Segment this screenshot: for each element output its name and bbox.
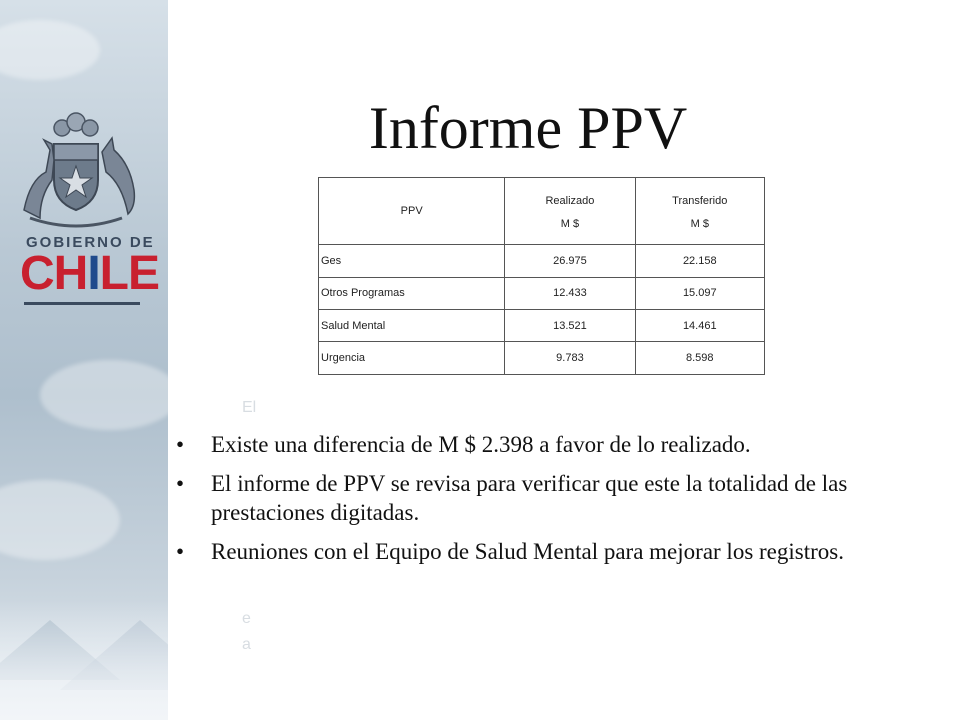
row-label: Ges [319, 245, 505, 277]
table-row [319, 342, 765, 375]
chile-wordmark [20, 246, 159, 301]
header-transferido-label: Transferido [672, 195, 728, 207]
ppv-table [318, 177, 765, 375]
row-transferido: 8.598 [635, 342, 764, 375]
cloud-decoration [0, 20, 100, 80]
chile-wordmark-blue-part: I [87, 247, 100, 300]
chile-wordmark-red-part-2: LE [99, 247, 160, 300]
row-label: Urgencia [319, 342, 505, 375]
header-transferido-unit: M $ [690, 218, 709, 230]
list-item [176, 430, 856, 459]
row-transferido: 14.461 [635, 309, 764, 341]
row-label: Salud Mental [319, 309, 505, 341]
sidebar-background [0, 0, 168, 720]
snow-decoration [0, 600, 168, 720]
cloud-decoration [40, 360, 168, 430]
header-cell-realizado [505, 178, 635, 245]
header-cell-transferido [635, 178, 764, 245]
list-item [176, 537, 856, 566]
bullet-marker: • [176, 432, 185, 457]
header-realizado-unit: M $ [560, 218, 580, 230]
chile-wordmark-red-part: CH [20, 247, 88, 300]
row-realizado: 9.783 [505, 342, 635, 375]
row-transferido: 22.158 [635, 245, 764, 277]
logo-underline [24, 302, 140, 305]
list-item [176, 469, 856, 527]
table-row [319, 277, 765, 309]
row-realizado: 26.975 [505, 245, 635, 277]
bullet-text: Existe una diferencia de M $ 2.398 a favor de lo realizado. [211, 432, 751, 457]
row-realizado: 13.521 [505, 309, 635, 341]
coat-of-arms-icon [10, 110, 142, 230]
row-label: Otros Programas [319, 277, 505, 309]
table-row [319, 309, 765, 341]
gobierno-label: GOBIERNO DE [26, 234, 155, 251]
ghost-text: a [242, 636, 251, 653]
header-realizado-label: Realizado [545, 195, 595, 207]
table-row [319, 245, 765, 277]
bullet-text: Reuniones con el Equipo de Salud Mental para mejorar los registros. [211, 539, 844, 564]
ghost-text: El [242, 399, 257, 416]
header-cell-ppv: PPV [319, 178, 505, 245]
bullet-marker: • [176, 539, 185, 564]
row-transferido: 15.097 [635, 277, 764, 309]
table-header-row [319, 178, 765, 245]
bullet-list [176, 430, 856, 576]
row-realizado: 12.433 [505, 277, 635, 309]
ghost-text: e [242, 610, 251, 627]
bullet-text: El informe de PPV se revisa para verificar que este la totalidad de las prestaciones digitadas. [211, 471, 848, 525]
cloud-decoration [0, 480, 120, 560]
bullet-marker: • [176, 471, 185, 496]
slide-title: Informe PPV [368, 95, 688, 161]
